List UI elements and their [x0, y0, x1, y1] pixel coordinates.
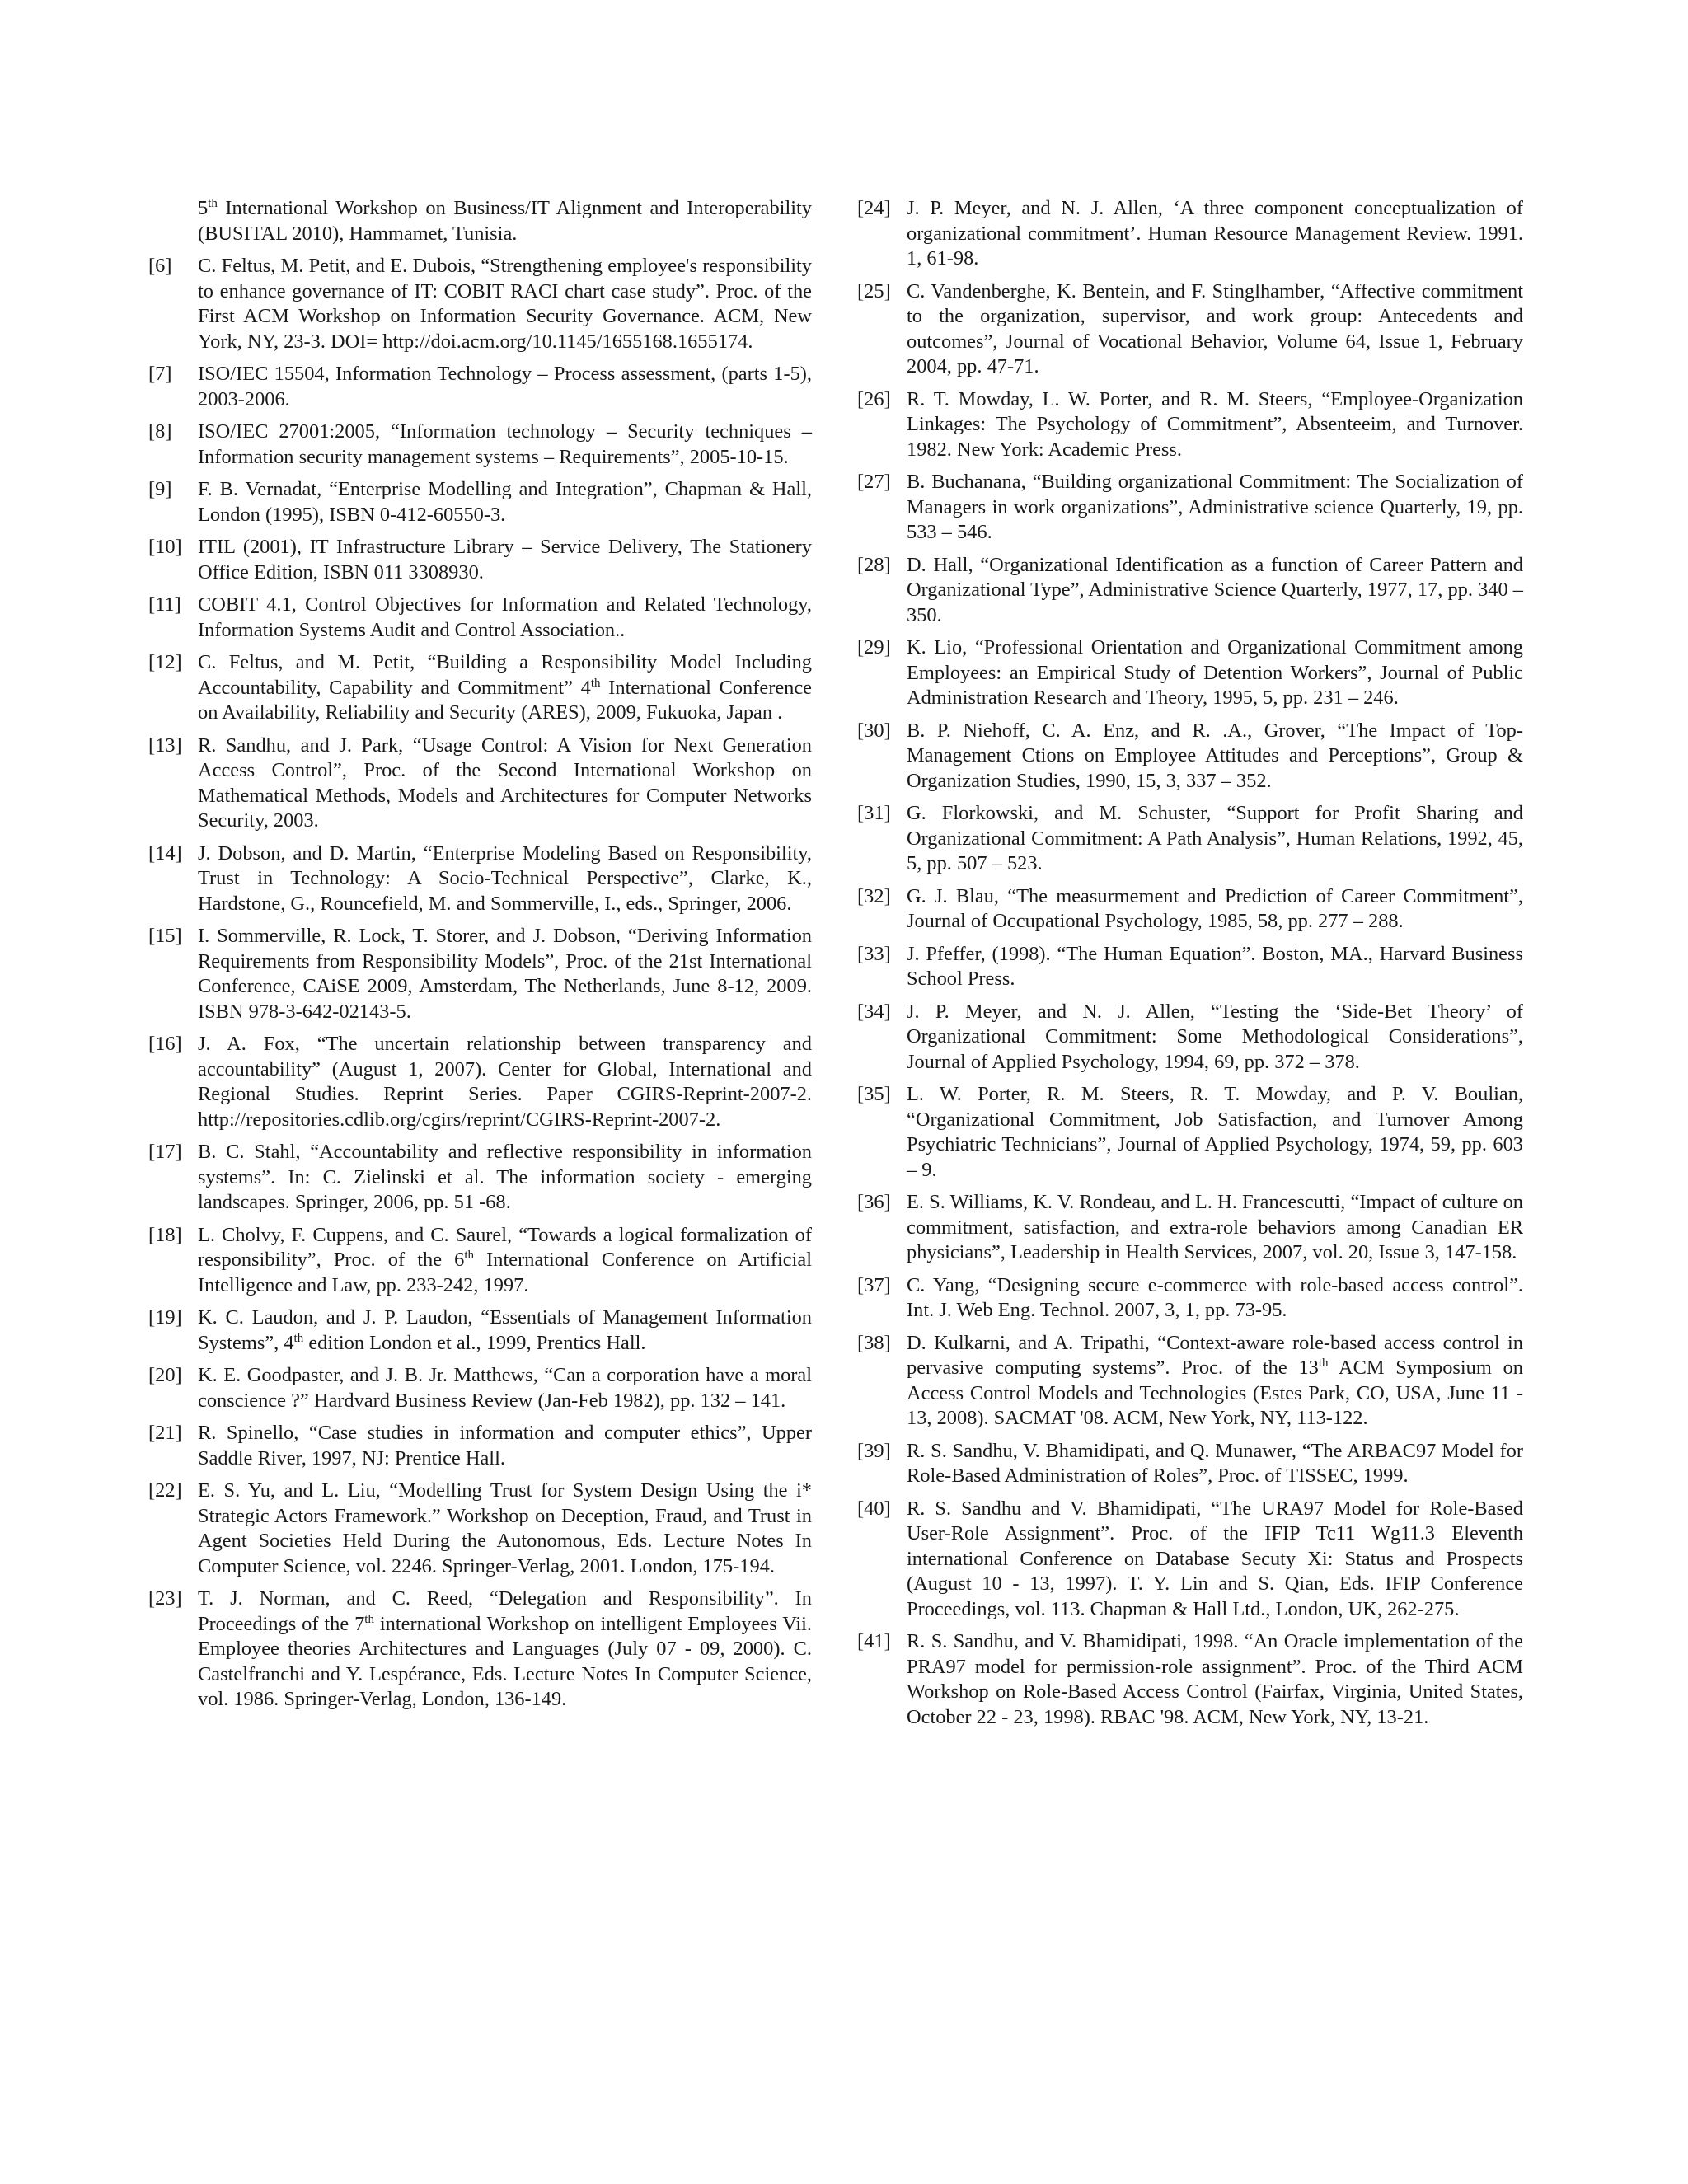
reference-item	[857, 279, 1523, 380]
reference-text: E. S. Williams, K. V. Rondeau, and L. H. Francescutti, “Impact of culture on commitment, satisfaction, and extra-role behaviors among Canadian ER physicians”, Leadership in Health Services, 2007, vol. 20, Issue 3, 147-158.	[907, 1191, 1523, 1263]
reference-text: E. S. Yu, and L. Liu, “Modelling Trust for System Design Using the i* Strategic Actors Framework.” Workshop on Deception, Fraud, and Trust in Agent Societies Held During the Autonomous, Eds. Lecture Notes In Computer Science, vol. 2246. Springer-Verlag, 2001. London, 175-194.	[198, 1479, 812, 1577]
reference-item	[148, 1421, 812, 1471]
reference-text: G. Florkowski, and M. Schuster, “Support for Profit Sharing and Organizational Commitment: A Path Analysis”, Human Relations, 1992, 45, 5, pp. 507 – 523.	[907, 802, 1523, 874]
reference-number: [25]	[857, 279, 891, 302]
reference-item	[857, 1000, 1523, 1076]
reference-item	[148, 733, 812, 834]
reference-text: L. Cholvy, F. Cuppens, and C. Saurel, “Towards a logical formalization of responsibility”, Proc. of the 6th International Conference on Artificial Intelligence and Law, pp. 233-242, 1997.	[198, 1223, 812, 1296]
reference-text: K. C. Laudon, and J. P. Laudon, “Essentials of Management Information Systems”, 4th edition London et al., 1999, Prentics Hall.	[198, 1306, 812, 1354]
reference-text: D. Kulkarni, and A. Tripathi, “Context-aware role-based access control in pervasive computing systems”. Proc. of the 13th ACM Symposium on Access Control Models and Technologies (Estes Park, CO, USA, June 11 - 13, 2008). SACMAT '08. ACM, New York, NY, 113-122.	[907, 1331, 1523, 1429]
reference-number: [41]	[857, 1630, 891, 1652]
reference-text: I. Sommerville, R. Lock, T. Storer, and J. Dobson, “Deriving Information Requirements from Responsibility Models”, Proc. of the 21st International Conference, CAiSE 2009, Amsterdam, The Netherlands, June 8-12, 2009. ISBN 978-3-642-02143-5.	[198, 925, 812, 1023]
reference-number: [30]	[857, 719, 891, 742]
reference-text: ISO/IEC 27001:2005, “Information technology – Security techniques – Information security management systems – Requirements”, 2005-10-15.	[198, 420, 812, 468]
reference-item	[857, 470, 1523, 546]
reference-number: [32]	[857, 884, 891, 907]
reference-text: B. C. Stahl, “Accountability and reflective responsibility in information systems”. In: C. Zielinski et al. The information society - emerging landscapes. Springer, 2006, pp. 51 -68.	[198, 1141, 812, 1213]
reference-item	[148, 254, 812, 354]
reference-text: ITIL (2001), IT Infrastructure Library – Service Delivery, The Stationery Office Edition, ISBN 011 3308930.	[198, 536, 812, 583]
reference-text: J. A. Fox, “The uncertain relationship between transparency and accountability” (August 1, 2007). Center for Global, International and Regional Studies. Reprint Series. Paper CGIRS-Reprint-2007-2. http://repositories.cdlib.org/cgirs/reprint/CGIRS-Reprint-2007-2.	[198, 1033, 812, 1131]
reference-number: [34]	[857, 1000, 891, 1023]
reference-number: [38]	[857, 1331, 891, 1354]
reference-text: R. S. Sandhu and V. Bhamidipati, “The URA97 Model for Role-Based User-Role Assignment”. Proc. of the IFIP Tc11 Wg11.3 Eleventh international Conference on Database Secuty Xi: Status and Prospects (August 10 - 13, 1997). T. Y. Lin and S. Qian, Eds. IFIP Conference Proceedings, vol. 113. Chapman & Hall Ltd., London, UK, 262-275.	[907, 1497, 1523, 1620]
reference-column-right	[857, 196, 1523, 1737]
reference-item	[148, 477, 812, 527]
reference-text: G. J. Blau, “The measurmement and Prediction of Career Commitment”, Journal of Occupational Psychology, 1985, 58, pp. 277 – 288.	[907, 884, 1523, 932]
reference-item	[857, 196, 1523, 272]
reference-number: [20]	[148, 1364, 182, 1386]
reference-number: [17]	[148, 1141, 182, 1163]
reference-text: R. S. Sandhu, V. Bhamidipati, and Q. Munawer, “The ARBAC97 Model for Role-Based Administration of Roles”, Proc. of TISSEC, 1999.	[907, 1439, 1523, 1487]
reference-item	[857, 1331, 1523, 1432]
reference-text: K. Lio, “Professional Orientation and Organizational Commitment among Employees: an Empirical Study of Detention Workers”, Journal of Public Administration Research and Theory, 1995, 5, pp. 231 – 246.	[907, 636, 1523, 709]
reference-number: [31]	[857, 802, 891, 824]
reference-item	[148, 1479, 812, 1579]
reference-item	[857, 719, 1523, 794]
reference-number: [11]	[148, 593, 181, 616]
reference-text: 5th International Workshop on Business/IT Alignment and Interoperability (BUSITAL 2010), Hammamet, Tunisia.	[198, 197, 812, 245]
reference-number: [24]	[857, 197, 891, 219]
reference-number: [28]	[857, 553, 891, 576]
reference-number: [6]	[148, 255, 172, 277]
reference-text: C. Yang, “Designing secure e-commerce with role-based access control”. Int. J. Web Eng. Technol. 2007, 3, 1, pp. 73-95.	[907, 1273, 1523, 1321]
reference-item	[148, 535, 812, 585]
reference-list-left	[148, 254, 812, 1713]
reference-text: F. B. Vernadat, “Enterprise Modelling and Integration”, Chapman & Hall, London (1995), ISBN 0-412-60550-3.	[198, 478, 812, 526]
reference-number: [36]	[857, 1191, 891, 1213]
reference-item	[857, 801, 1523, 877]
reference-item	[148, 1223, 812, 1299]
reference-item	[857, 1082, 1523, 1183]
reference-item	[857, 1497, 1523, 1623]
reference-number: [40]	[857, 1497, 891, 1520]
reference-text: B. P. Niehoff, C. A. Enz, and R. .A., Grover, “The Impact of Top-Management Ctions on Employee Attitudes and Perceptions”, Group & Organization Studies, 1990, 15, 3, 337 – 352.	[907, 719, 1523, 792]
reference-item	[857, 635, 1523, 711]
reference-number: [12]	[148, 651, 182, 673]
reference-text: C. Feltus, and M. Petit, “Building a Responsibility Model Including Accountability, Capability and Commitment” 4th International Conference on Availability, Reliability and Security (ARES), 2009, Fukuoka, Japan .	[198, 651, 812, 724]
reference-number: [37]	[857, 1273, 891, 1296]
reference-item	[148, 1586, 812, 1713]
reference-item	[857, 1190, 1523, 1266]
reference-text: B. Buchanana, “Building organizational Commitment: The Socialization of Managers in work organizations”, Administrative science Quarterly, 19, pp. 533 – 546.	[907, 471, 1523, 543]
reference-text: R. S. Sandhu, and V. Bhamidipati, 1998. “An Oracle implementation of the PRA97 model for permission-role assignment”. Proc. of the Third ACM Workshop on Role-Based Access Control (Fairfax, Virginia, United States, October 22 - 23, 1998). RBAC '98. ACM, New York, NY, 13-21.	[907, 1630, 1523, 1728]
reference-list-right	[857, 196, 1523, 1730]
reference-number: [15]	[148, 925, 182, 947]
reference-number: [7]	[148, 363, 172, 385]
reference-text: COBIT 4.1, Control Objectives for Information and Related Technology, Information Systems Audit and Control Association..	[198, 593, 812, 641]
reference-number: [23]	[148, 1587, 182, 1610]
reference-number: [39]	[857, 1439, 891, 1462]
reference-text: R. T. Mowday, L. W. Porter, and R. M. Steers, “Employee-Organization Linkages: The Psychology of Commitment”, Absenteeim, and Turnover. 1982. New York: Academic Press.	[907, 387, 1523, 461]
reference-item	[148, 1363, 812, 1413]
reference-item	[148, 1032, 812, 1132]
reference-text: D. Hall, “Organizational Identification as a function of Career Pattern and Organizational Type”, Administrative Science Quarterly, 1977, 17, pp. 340 – 350.	[907, 553, 1523, 626]
reference-text: J. P. Meyer, and N. J. Allen, ‘A three component conceptualization of organizational commitment’. Human Resource Management Review. 1991. 1, 61-98.	[907, 197, 1523, 269]
reference-number: [26]	[857, 387, 891, 410]
reference-item	[148, 419, 812, 470]
reference-text: C. Vandenberghe, K. Bentein, and F. Stinglhamber, “Affective commitment to the organization, supervisor, and work group: Antecedents and outcomes”, Journal of Vocational Behavior, Volume 64, Issue 1, February 2004, pp. 47-71.	[907, 279, 1523, 377]
reference-continuation	[148, 196, 812, 246]
reference-number: [13]	[148, 733, 182, 757]
reference-item	[148, 924, 812, 1024]
reference-text: C. Feltus, M. Petit, and E. Dubois, “Strengthening employee's responsibility to enhance governance of IT: COBIT RACI chart case study”. Proc. of the First ACM Workshop on Information Security Governance. ACM, New York, NY, 23-3. DOI= http://doi.acm.org/10.1145/1655168.1655174.	[198, 255, 812, 353]
reference-text: J. Dobson, and D. Martin, “Enterprise Modeling Based on Responsibility, Trust in Technology: A Socio-Technical Perspective”, Clarke, K., Hardstone, G., Rouncefield, M. and Sommerville, I., eds., Springer, 2006.	[198, 841, 812, 915]
reference-item	[148, 650, 812, 726]
reference-text: R. Sandhu, and J. Park, “Usage Control: A Vision for Next Generation Access Control”, Proc. of the Second International Workshop on Mathematical Methods, Models and Architectures for Computer Networks Security, 2003.	[198, 733, 812, 832]
reference-item	[148, 1140, 812, 1216]
reference-item	[857, 387, 1523, 463]
reference-text: L. W. Porter, R. M. Steers, R. T. Mowday, and P. V. Boulian, “Organizational Commitment, Job Satisfaction, and Turnover Among Psychiatric Technicians”, Journal of Applied Psychology, 1974, 59, pp. 603 – 9.	[907, 1083, 1523, 1181]
reference-number: [27]	[857, 471, 891, 493]
reference-item	[857, 553, 1523, 629]
reference-number: [35]	[857, 1083, 891, 1105]
reference-number: [33]	[857, 942, 891, 965]
reference-text: T. J. Norman, and C. Reed, “Delegation and Responsibility”. In Proceedings of the 7th international Workshop on intelligent Employees Vii. Employee theories Architectures and Languages (July 07 - 09, 2000). C. Castelfranchi and Y. Lespérance, Eds. Lecture Notes In Computer Science, vol. 1986. Springer-Verlag, London, 136-149.	[198, 1587, 812, 1710]
reference-number: [14]	[148, 841, 182, 865]
reference-number: [21]	[148, 1422, 182, 1444]
reference-number: [8]	[148, 420, 172, 443]
reference-text: J. Pfeffer, (1998). “The Human Equation”. Boston, MA., Harvard Business School Press.	[907, 942, 1523, 990]
reference-number: [22]	[148, 1479, 182, 1502]
reference-number: [18]	[148, 1223, 182, 1246]
reference-text: R. Spinello, “Case studies in information and computer ethics”, Upper Saddle River, 1997, NJ: Prentice Hall.	[198, 1422, 812, 1469]
reference-item	[148, 841, 812, 917]
reference-item	[857, 942, 1523, 992]
reference-item	[148, 362, 812, 412]
reference-text: J. P. Meyer, and N. J. Allen, “Testing the ‘Side-Bet Theory’ of Organizational Commitment: Some Methodological Considerations”, Journal of Applied Psychology, 1994, 69, pp. 372 – 378.	[907, 1000, 1523, 1073]
reference-item	[857, 1273, 1523, 1324]
reference-column-left	[148, 196, 812, 1720]
reference-item	[857, 1439, 1523, 1489]
reference-item	[148, 593, 812, 643]
reference-number: [9]	[148, 478, 172, 500]
reference-number: [29]	[857, 636, 891, 658]
reference-number: [10]	[148, 536, 182, 558]
reference-text: ISO/IEC 15504, Information Technology – Process assessment, (parts 1-5), 2003-2006.	[198, 363, 812, 410]
reference-item	[148, 1305, 812, 1356]
reference-number: [16]	[148, 1033, 182, 1055]
reference-item	[857, 884, 1523, 935]
reference-number: [19]	[148, 1306, 182, 1329]
reference-item	[857, 1629, 1523, 1730]
reference-text: K. E. Goodpaster, and J. B. Jr. Matthews, “Can a corporation have a moral conscience ?” Hardvard Business Review (Jan-Feb 1982), pp. 132 – 141.	[198, 1364, 812, 1412]
